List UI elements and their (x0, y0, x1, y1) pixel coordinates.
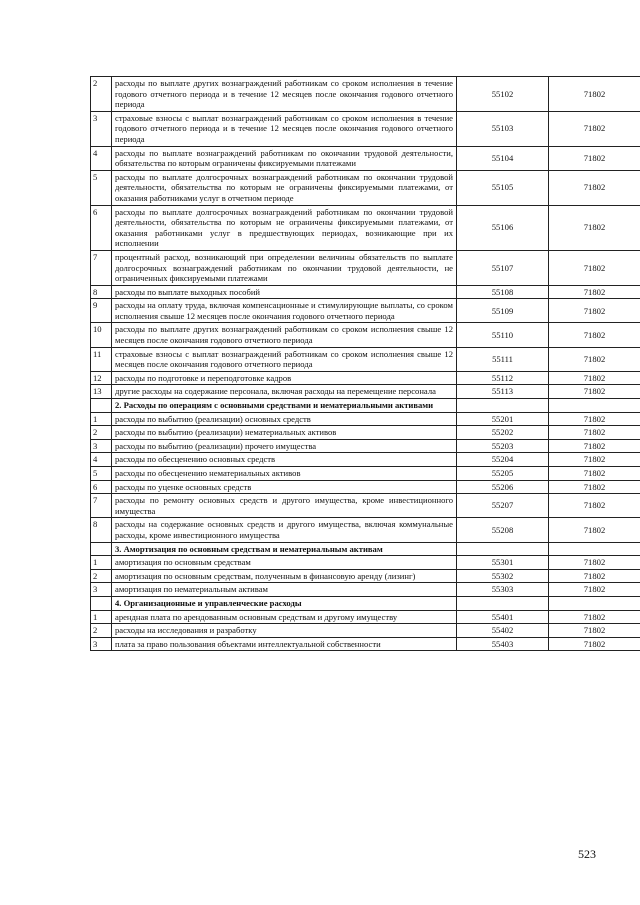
account-code (457, 542, 549, 556)
account-code: 55202 (457, 426, 549, 440)
account-code: 55201 (457, 412, 549, 426)
document-page (90, 76, 629, 651)
row-description: расходы по подготовке и переподготовке кадров (112, 371, 457, 385)
table-row (91, 371, 640, 385)
row-description: расходы по выбытию (реализации) нематериальных активов (112, 426, 457, 440)
account-code: 55208 (457, 518, 549, 542)
row-number: 12 (91, 371, 112, 385)
account-code: 55205 (457, 467, 549, 481)
symbol-code: 71802 (549, 637, 640, 651)
symbol-code: 71802 (549, 371, 640, 385)
account-code: 55106 (457, 205, 549, 250)
symbol-code: 71802 (549, 412, 640, 426)
row-number: 8 (91, 285, 112, 299)
row-number: 5 (91, 467, 112, 481)
row-description: расходы по выплате долгосрочных вознаграждений работникам по окончании трудовой деятельности, обязательства по которым не ограничены фиксируемыми платежами, от оказания работниками услуг в предшествующих периодах, возникающие при их исполнении (112, 205, 457, 250)
table-row (91, 624, 640, 638)
row-number: 3 (91, 583, 112, 597)
page-number: 523 (578, 847, 596, 861)
row-description: страховые взносы с выплат вознаграждений работникам со сроком исполнения свыше 12 месяцев после окончания годового отчетного периода (112, 347, 457, 371)
row-number: 4 (91, 453, 112, 467)
symbol-code: 71802 (549, 467, 640, 481)
table-row (91, 285, 640, 299)
account-code: 55204 (457, 453, 549, 467)
row-number: 2 (91, 569, 112, 583)
symbol-code: 71802 (549, 77, 640, 112)
table-row (91, 467, 640, 481)
symbol-code: 71802 (549, 624, 640, 638)
row-number: 10 (91, 323, 112, 347)
symbol-code: 71802 (549, 299, 640, 323)
symbol-code: 71802 (549, 347, 640, 371)
account-code: 55207 (457, 494, 549, 518)
row-description: другие расходы на содержание персонала, включая расходы на перемещение персонала (112, 385, 457, 399)
table-row (91, 412, 640, 426)
row-number: 7 (91, 494, 112, 518)
symbol-code: 71802 (549, 170, 640, 205)
row-description: расходы на оплату труда, включая компенсационные и стимулирующие выплаты, со сроком исполнения свыше 12 месяцев после окончания годового отчетного периода (112, 299, 457, 323)
symbol-code: 71802 (549, 518, 640, 542)
row-description: расходы по ремонту основных средств и другого имущества, кроме инвестиционного имущества (112, 494, 457, 518)
account-code: 55303 (457, 583, 549, 597)
row-description: амортизация по основным средствам, полученным в финансовую аренду (лизинг) (112, 569, 457, 583)
row-number: 2 (91, 77, 112, 112)
symbol-code: 71802 (549, 439, 640, 453)
symbol-code: 71802 (549, 569, 640, 583)
section-header-row (91, 596, 640, 610)
row-description: расходы по выплате выходных пособий (112, 285, 457, 299)
section-header-row (91, 542, 640, 556)
account-code (457, 596, 549, 610)
row-description: расходы по обесценению основных средств (112, 453, 457, 467)
symbol-code: 71802 (549, 583, 640, 597)
symbol-code: 71802 (549, 250, 640, 285)
table-row (91, 205, 640, 250)
row-description: амортизация по нематериальным активам (112, 583, 457, 597)
row-description: 4. Организационные и управленческие расходы (112, 596, 457, 610)
account-code: 55203 (457, 439, 549, 453)
table-row (91, 569, 640, 583)
table-row (91, 518, 640, 542)
account-code: 55110 (457, 323, 549, 347)
table-row (91, 637, 640, 651)
row-number: 3 (91, 439, 112, 453)
row-number: 13 (91, 385, 112, 399)
row-number: 8 (91, 518, 112, 542)
symbol-code: 71802 (549, 556, 640, 570)
row-description: 3. Амортизация по основным средствам и нематериальным активам (112, 542, 457, 556)
account-code: 55102 (457, 77, 549, 112)
table-row (91, 453, 640, 467)
row-number: 3 (91, 111, 112, 146)
row-number: 6 (91, 480, 112, 494)
symbol-code: 71802 (549, 111, 640, 146)
row-number: 1 (91, 610, 112, 624)
row-description: расходы по обесценению нематериальных активов (112, 467, 457, 481)
section-header-row (91, 399, 640, 413)
row-number: 5 (91, 170, 112, 205)
row-description: расходы по выплате других вознаграждений работникам со сроком исполнения в течение годового отчетного периода и в течение 12 месяцев после окончания годового отчетного периода (112, 77, 457, 112)
account-code: 55105 (457, 170, 549, 205)
account-code: 55301 (457, 556, 549, 570)
table-row (91, 556, 640, 570)
account-code: 55108 (457, 285, 549, 299)
table-row (91, 170, 640, 205)
row-number: 7 (91, 250, 112, 285)
table-row (91, 583, 640, 597)
row-number: 2 (91, 426, 112, 440)
row-description: расходы на содержание основных средств и другого имущества, включая коммунальные расходы, кроме инвестиционного имущества (112, 518, 457, 542)
account-code: 55107 (457, 250, 549, 285)
row-number: 4 (91, 146, 112, 170)
row-description: арендная плата по арендованным основным средствам и другому имуществу (112, 610, 457, 624)
row-number: 3 (91, 637, 112, 651)
table-row (91, 426, 640, 440)
account-code: 55401 (457, 610, 549, 624)
symbol-code: 71802 (549, 610, 640, 624)
table-row (91, 494, 640, 518)
table-row (91, 111, 640, 146)
account-code: 55403 (457, 637, 549, 651)
row-description: расходы по уценке основных средств (112, 480, 457, 494)
symbol-code: 71802 (549, 146, 640, 170)
table-row (91, 146, 640, 170)
symbol-code: 71802 (549, 494, 640, 518)
account-code: 55112 (457, 371, 549, 385)
symbol-code: 71802 (549, 426, 640, 440)
table-row (91, 299, 640, 323)
symbol-code: 71802 (549, 285, 640, 299)
row-number (91, 399, 112, 413)
row-number: 11 (91, 347, 112, 371)
account-code: 55302 (457, 569, 549, 583)
account-code: 55111 (457, 347, 549, 371)
account-code: 55104 (457, 146, 549, 170)
row-description: расходы по выплате вознаграждений работникам по окончании трудовой деятельности, обязательства по которым ограничены фиксируемыми платежами (112, 146, 457, 170)
row-description: расходы по выбытию (реализации) прочего имущества (112, 439, 457, 453)
account-code (457, 399, 549, 413)
account-code: 55206 (457, 480, 549, 494)
account-code: 55402 (457, 624, 549, 638)
symbol-code (549, 596, 640, 610)
account-code: 55103 (457, 111, 549, 146)
table-row (91, 439, 640, 453)
table-row (91, 77, 640, 112)
table-row (91, 323, 640, 347)
row-description: амортизация по основным средствам (112, 556, 457, 570)
row-number (91, 596, 112, 610)
row-description: расходы по выплате других вознаграждений работникам со сроком исполнения свыше 12 месяцев после окончания годового отчетного периода (112, 323, 457, 347)
symbol-code: 71802 (549, 385, 640, 399)
symbol-code: 71802 (549, 323, 640, 347)
symbol-code (549, 399, 640, 413)
row-description: расходы по выплате долгосрочных вознаграждений работникам по окончании трудовой деятельности, обязательства по которым не ограничены фиксируемыми платежами, от оказания работниками услуг в отчетном периоде (112, 170, 457, 205)
row-description: расходы по выбытию (реализации) основных средств (112, 412, 457, 426)
table-row (91, 250, 640, 285)
table-row (91, 347, 640, 371)
row-number: 1 (91, 412, 112, 426)
symbol-code: 71802 (549, 205, 640, 250)
row-number: 9 (91, 299, 112, 323)
table-row (91, 610, 640, 624)
row-description: процентный расход, возникающий при определении величины обязательств по выплате долгосрочных вознаграждений работникам по окончании трудовой деятельности, не ограниченных фиксируемыми платежами (112, 250, 457, 285)
row-number (91, 542, 112, 556)
symbol-code (549, 542, 640, 556)
accounts-table-body (91, 77, 640, 651)
symbol-code: 71802 (549, 480, 640, 494)
row-number: 2 (91, 624, 112, 638)
row-number: 6 (91, 205, 112, 250)
account-code: 55113 (457, 385, 549, 399)
symbol-code: 71802 (549, 453, 640, 467)
row-description: расходы на исследования и разработку (112, 624, 457, 638)
row-description: 2. Расходы по операциям с основными средствами и нематериальными активами (112, 399, 457, 413)
row-description: страховые взносы с выплат вознаграждений работникам со сроком исполнения в течение годового отчетного периода и в течение 12 месяцев после окончания годового отчетного периода (112, 111, 457, 146)
account-code: 55109 (457, 299, 549, 323)
row-description: плата за право пользования объектами интеллектуальной собственности (112, 637, 457, 651)
accounts-table (90, 76, 640, 651)
row-number: 1 (91, 556, 112, 570)
table-row (91, 385, 640, 399)
table-row (91, 480, 640, 494)
